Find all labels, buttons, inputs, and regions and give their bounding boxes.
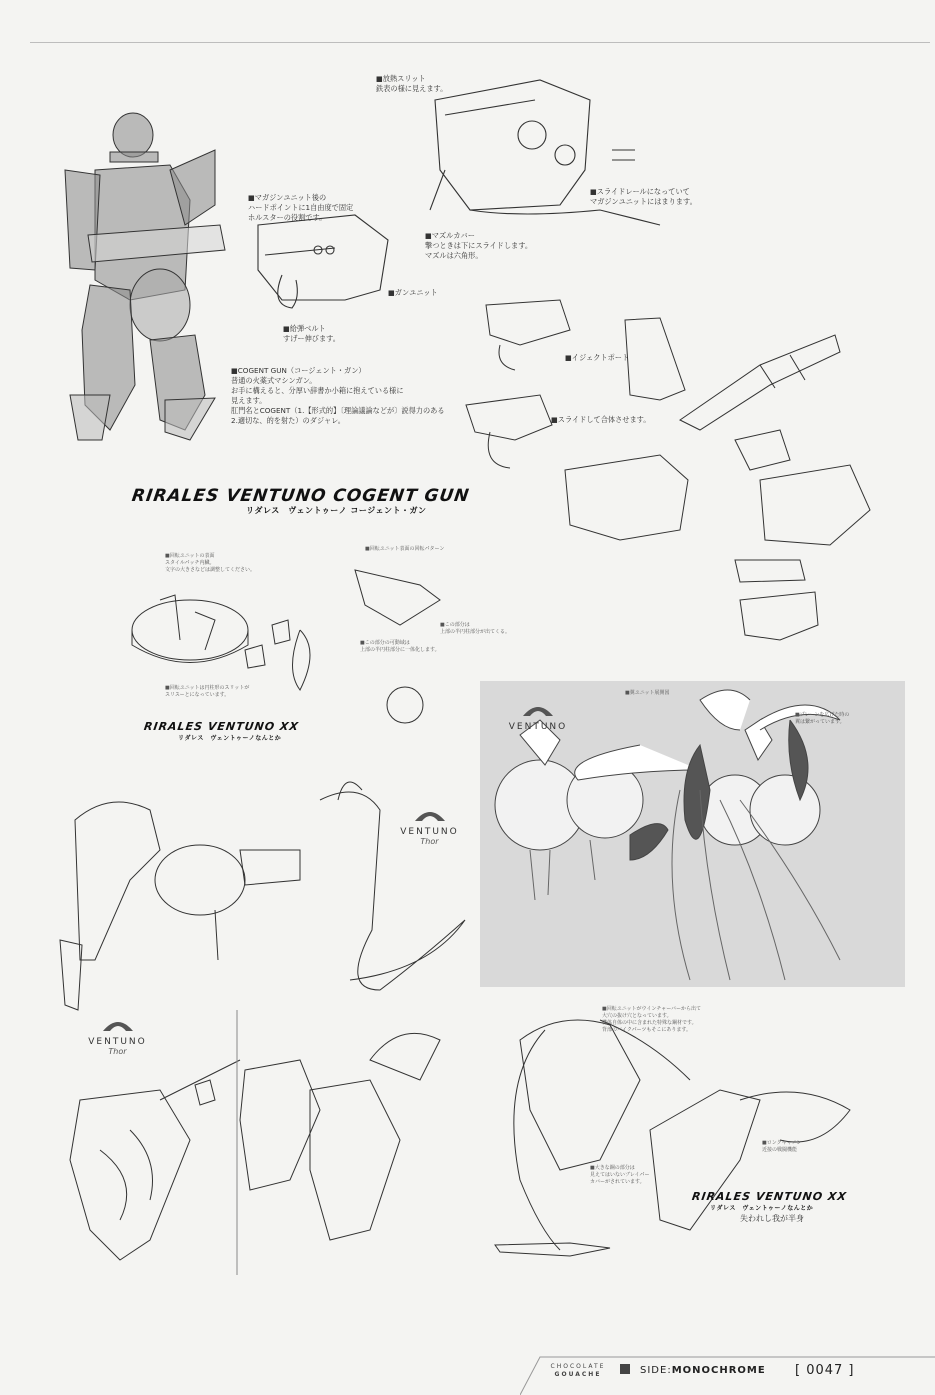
ventuno-thor-logo-bottom: VENTUNO Thor	[70, 1015, 165, 1056]
note-feed-belt: ■給弾ベルト すげー伸びます。	[283, 324, 340, 343]
note-magazine-unit: ■マガジンユニット後の ハードポイントに1自由度で固定 ホルスターの役割です。	[248, 193, 354, 222]
footer-dot-icon	[620, 1364, 630, 1374]
cogent-gun-subtitle: リダレス ヴェントゥーノ コージェント・ガン	[246, 506, 427, 515]
note-eject-port: ■イジェクトポート	[565, 353, 630, 362]
ventuno-thor-logo-middle: VENTUNO Thor	[382, 805, 477, 846]
note-gun-unit: ■ガンユニット	[388, 288, 438, 297]
side-name: MONOCHROME	[671, 1365, 766, 1376]
note-drum-slit: ■回転ユニットは円柱形のスリットが スリスーとになっています。	[165, 685, 250, 698]
note-muzzle-cover: ■マズルカバー 撃つときは下にスライドします。 マズルは六角形。	[425, 231, 533, 260]
ventuno-emblem-icon	[410, 805, 450, 823]
xx-caption-bottom: 失われし我が半身	[740, 1214, 804, 1223]
note-arm-part-2: ■この部分の可動域は 上部の半円柱部分に一体化します。	[360, 640, 440, 653]
brand-bottom: GOUACHE	[554, 1371, 602, 1378]
note-long-cannon: ■ロングキャノン 近接の戦闘機能	[762, 1140, 802, 1153]
note-arm-part-1: ■この部分は 上部の半円柱部分が出てくる。	[440, 622, 511, 635]
ventuno-emblem-icon	[98, 1015, 138, 1033]
brand-logo	[548, 1363, 608, 1379]
note-wing-unit: ■翼ユニット展開図	[625, 690, 670, 696]
xx-title-middle: RIRALES VENTUNO XX	[143, 720, 300, 733]
brand-top: CHOCOLATE	[550, 1363, 606, 1370]
xx-subtitle-bottom: リダレス ヴェントゥーノなんとか	[710, 1205, 814, 1212]
note-cogent-gun-description: ■COGENT GUN（コージェント・ガン） 普通の火薬式マシンガン。 お手に構えると、分厚い辞書か小箱に抱えている様に 見えます。 肛門名とCOGENT（1.【形式的】〔理論議論などが〕説得力のある 2.適切な、的を射た）のダジャレ。	[231, 366, 445, 425]
ventuno-logo-grey-panel: VENTUNO	[498, 700, 578, 732]
side-label: SIDE:MONOCHROME	[640, 1365, 766, 1376]
note-slide-rail: ■スライドレールになっていて マガジンユニットにはまります。	[590, 187, 697, 206]
xx-subtitle-middle: リダレス ヴェントゥーノなんとか	[178, 735, 282, 742]
note-rotation-pattern: ■回転ユニット表面の回転パターン	[365, 546, 445, 552]
note-wing-plane: ■プレーンを広げた時の 翼は繋がっています。	[795, 712, 850, 725]
note-rotation-unit-winch: ■回転ユニットがウインチャーバーから出て 大穴の抜け穴となっています。 機体自体の中に含まれた特殊な鋼材です。 背部のバイクパーツもそこにあります。	[602, 1006, 701, 1033]
note-slide-combine: ■スライドして合体させます。	[551, 415, 651, 424]
page-footer	[520, 1355, 935, 1395]
cogent-gun-title: RIRALES VENTUNO COGENT GUN	[130, 486, 471, 506]
ventuno-emblem-icon	[518, 700, 558, 718]
page-number: [ 0047 ]	[795, 1363, 855, 1378]
note-drum-surface: ■回転ユニットの表面 スタイルパッチ内臓。 文字の大きさなどは調整してください。	[165, 553, 256, 573]
note-heat-slit: ■放熱スリット 鉄表の様に見えます。	[376, 74, 448, 93]
note-steel-part: ■大きな鋼の部分は 見えてはいないブレイパー カバーがされています。	[590, 1165, 650, 1185]
xx-title-bottom: RIRALES VENTUNO XX	[691, 1190, 848, 1203]
